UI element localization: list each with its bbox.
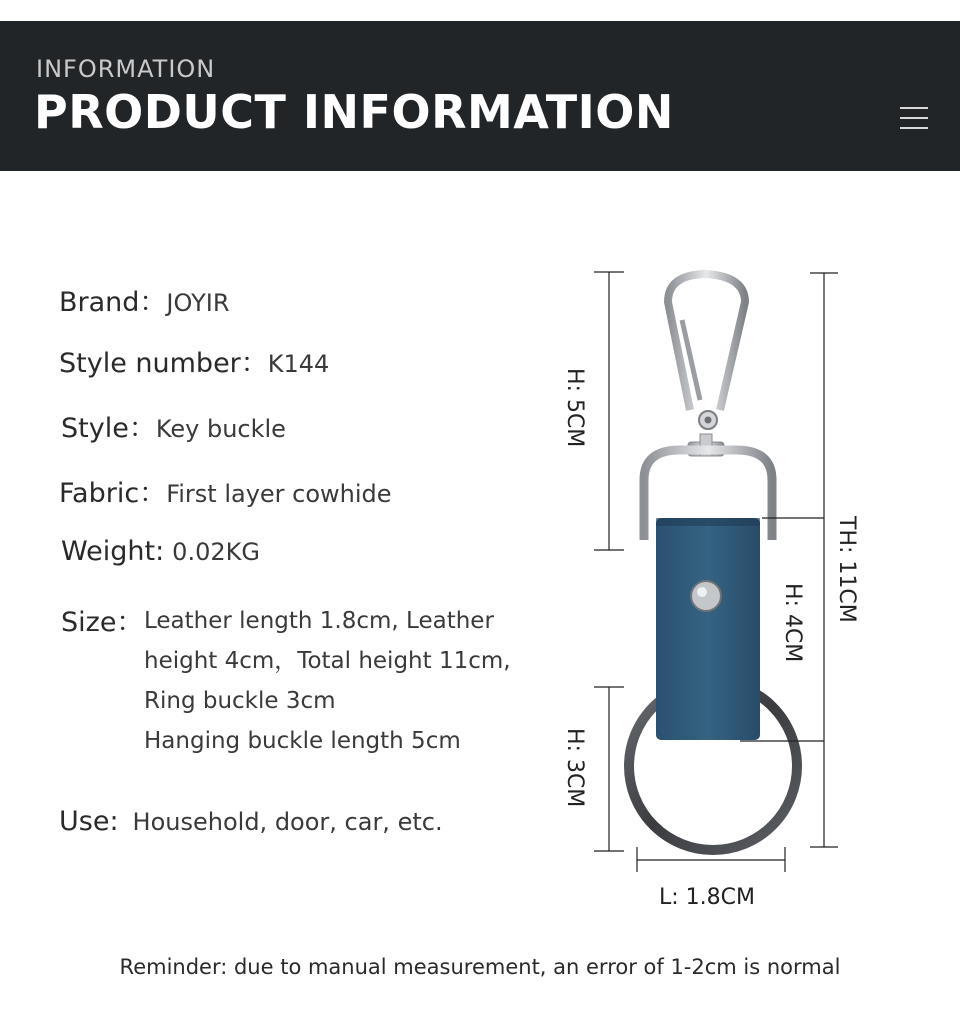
dim-ring-height: H: 3CM [562,728,587,808]
dim-leather-length: L: 1.8CM [659,885,755,910]
spec-fabric-label: Fabric： [59,478,167,509]
spec-size-label: Size： [61,607,144,638]
spec-brand [59,280,230,319]
dim-hook-height: H: 5CM [562,368,587,448]
keychain-dimension-figure [540,250,940,930]
spec-size-value [144,601,511,761]
spec-style-number [59,341,329,380]
size-line: height 4cm，Total height 11cm, [144,648,511,674]
leather-strap [656,518,760,740]
spec-style-number-label: Style number： [59,348,268,379]
spec-use [59,806,443,837]
spec-style [61,406,286,445]
spec-weight-value: 0.02KG [172,538,260,566]
dim-leather-height: H: 4CM [780,583,805,663]
spec-style-number-value: K144 [267,350,330,378]
header-title: PRODUCT INFORMATION [34,85,674,139]
spec-fabric [59,471,392,510]
spec-fabric-value: First layer cowhide [166,480,392,508]
header-subtitle: INFORMATION [36,55,216,83]
hamburger-menu-icon[interactable] [900,107,930,131]
spec-use-value: Household, door, car, etc. [132,808,443,836]
size-line: Leather length 1.8cm, Leather [144,608,494,634]
size-line: Ring buckle 3cm [144,688,336,714]
spec-weight-label: Weight: [61,536,165,567]
page-header [0,21,960,171]
spec-style-value: Key buckle [155,415,286,443]
spec-use-label: Use: [59,806,119,837]
spec-brand-value: JOYIR [166,289,230,317]
size-line: Hanging buckle length 5cm [144,728,461,754]
spec-weight [61,536,260,567]
snap-hook [644,274,772,540]
dim-total-height: TH: 11CM [834,516,859,623]
spec-style-label: Style： [61,413,156,444]
spec-brand-label: Brand： [59,287,167,318]
spec-size [61,600,143,639]
measurement-reminder: Reminder: due to manual measurement, an error of 1-2cm is normal [119,955,841,979]
